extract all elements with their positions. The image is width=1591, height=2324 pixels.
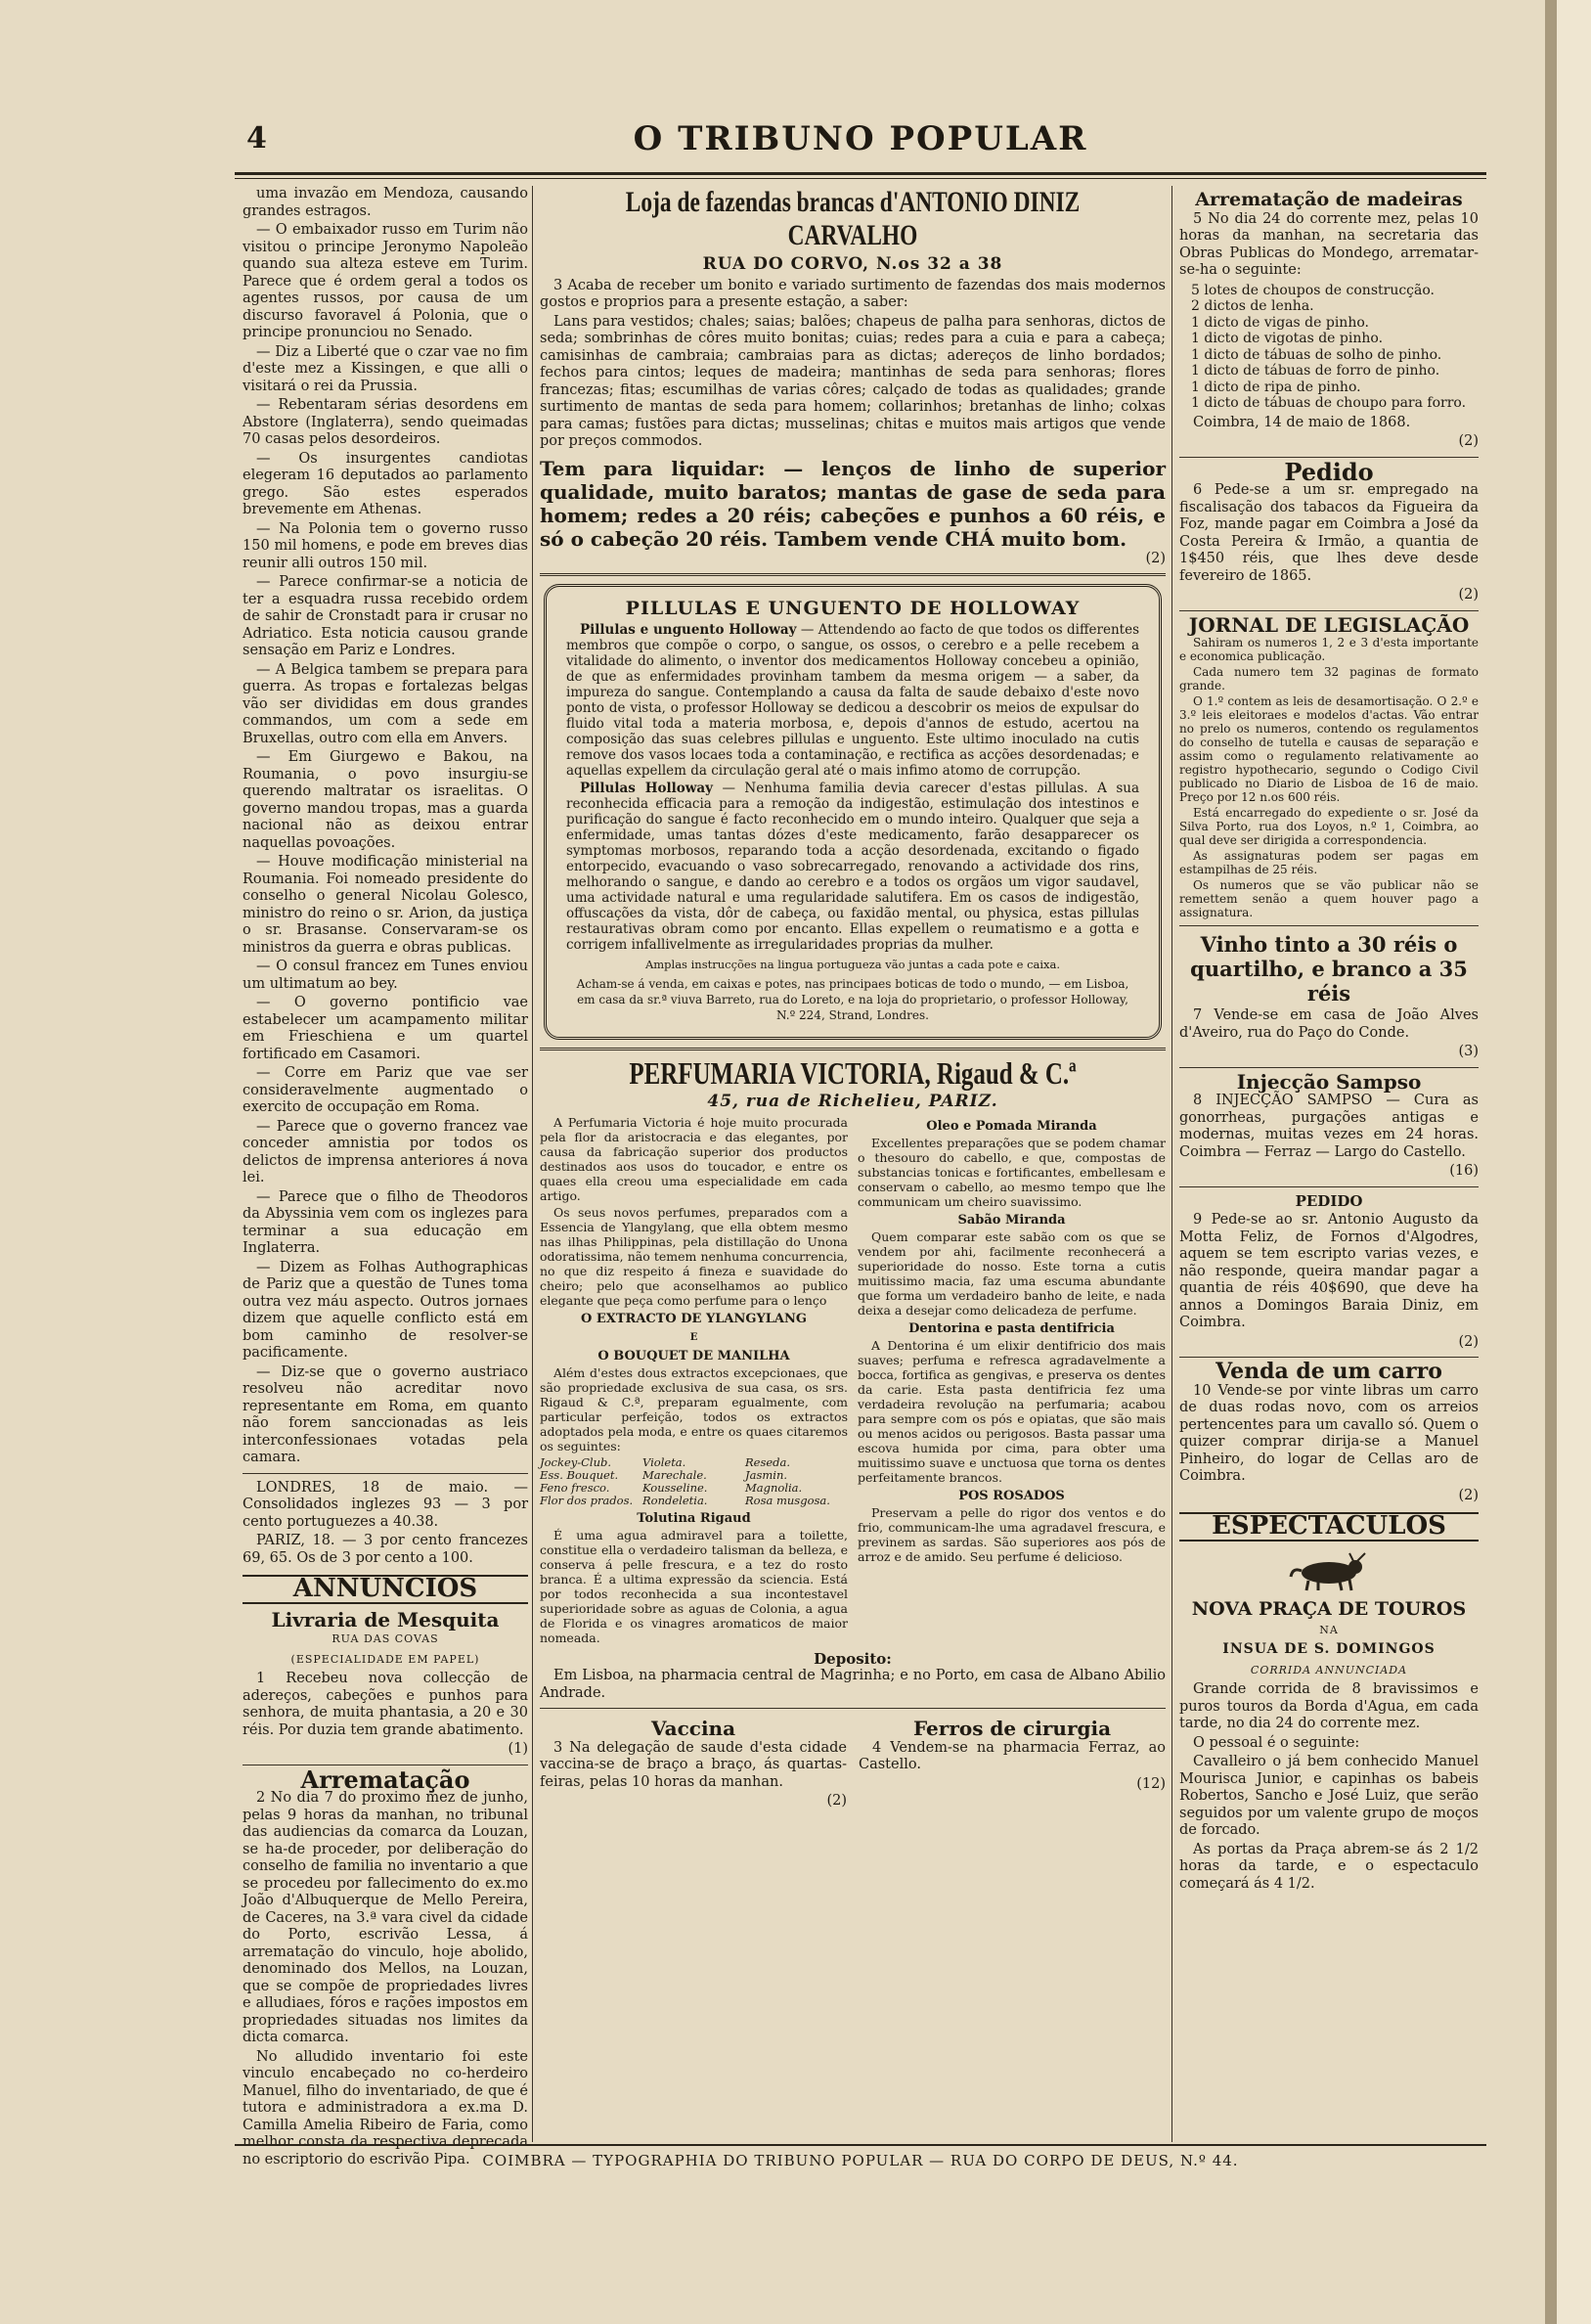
pedido-number: (2)	[1458, 587, 1479, 603]
madeiras-text: 5 No dia 24 do corrente mez, pelas 10 horas da manhan, na secretaria das Obras Publicas do Mondego, arrematar-se-ha o seguinte:	[1179, 210, 1479, 278]
ferros-text: 4 Vendem-se na pharmacia Ferraz, ao Castello.	[859, 1739, 1166, 1772]
livraria-street: RUA DAS COVAS	[331, 1632, 439, 1645]
news-paragraph: — Diz a Liberté que o czar vae no fim d'este mez a Kissingen, e que alli o visitará o rei da Prussia.	[243, 343, 528, 394]
column-ads-right	[1179, 186, 1479, 1895]
holloway-p1: — Attendendo ao facto de que todos os differentes membros que compõe o corpo, o sangue, os ossos, o cerebro e a pelle recebem a vitalidade do alimento, o inventor dos medicamentos Holloway concebeu a opinião, de que as enfermidades provinham tambem da mesma origem — a saber, da impureza do sangue. Contemplando a causa da falta de saude debaixo d'este novo ponto de vista, o professor Holloway se dedicou a descobrir os meios de expulsar do fluido vital toda a materia morbosa, e, depois d'annos de estudo, acertou na composição das suas celebres pillulas e unguento. Este ultimo inoculado na cutis remove dos vasos locaes toda a contaminação, e rectifica as acções desordenadas; e aquellas expellem da circulação geral até o mais infimo atomo de corrupção.	[566, 622, 1140, 779]
madeiras-date: Coimbra, 14 de maio de 1868.	[1193, 414, 1411, 430]
news-paragraph: — Parece que o governo francez vae conceder amnistia por todos os delictos de imprensa anteriores á nova lei.	[243, 1118, 528, 1185]
news-paragraphs	[243, 186, 528, 1467]
column-divider-1	[532, 186, 533, 2142]
next-page-edge	[1557, 0, 1591, 2324]
perf-left-2: Os seus novos perfumes, preparados com a Essencia de Ylangylang, que ella obtem mesmo nas ilhas Philippinas, pela distillação do Unona odoratissima, não temem nenhuma concurrencia, no que diz respeito á fineza e suavidade do cheiro; pelo que aconselhamos ao publico elegante que peça como perfume para o lenço	[540, 1204, 848, 1308]
perf-left-1: A Perfumaria Victoria é hoje muito procurada pela flor da aristocracia e das elegantes, por causa da fabricação superior dos productos destinados aos usos do toucador, e entre os quaes ella creou uma especialidade em cada artigo.	[540, 1114, 848, 1203]
separator	[540, 573, 1166, 576]
list-item: 1 dicto de tábuas de choupo para forro.	[1191, 395, 1467, 411]
carro-number: (2)	[1458, 1487, 1479, 1503]
loja-address: RUA DO CORVO, N.os 32 a 38	[702, 254, 1003, 274]
masthead-title: O TRIBUNO POPULAR	[633, 119, 1088, 158]
perfume-name: Rondeletia.	[642, 1493, 708, 1507]
jornal-text-6: Os numeros que se vão publicar não se remettem senão a quem houver pago a assignatura.	[1179, 878, 1479, 919]
news-paragraph: — Em Giurgewo e Bakou, na Roumania, o povo insurgiu-se querendo maltratar os israelitas. O governo mandou tropas, mas a guarda nacional não as deixou entrar naquellas povoações.	[243, 749, 528, 851]
arrematacao-text-2: No alludido inventario foi este vinculo encabeçado no co-herdeiro Manuel, filho do inventariado, de que é tutora e administradora a ex.ma D. Camilla Amelia Ribeiro de Faria, como melhor consta da respectiva deprecada no escriptorio do escrivão Pipa.	[243, 2048, 528, 2168]
paris-quote: PARIZ, 18. — 3 por cento francezes 69, 65. Os de 3 por cento a 100.	[243, 1533, 528, 1566]
madeiras-number: (2)	[1458, 433, 1479, 449]
news-paragraph: — O governo pontificio vae estabelecer um acampamento militar em Frieschiena e um quartel fortificado em Casamori.	[243, 995, 528, 1062]
pedido2-number: (2)	[1458, 1333, 1479, 1350]
vaccina-number: (2)	[826, 1793, 847, 1809]
perf-tolutina: É uma agua admiravel para a toilette, constitue ella o verdadeiro talisman da belleza, e conserva á pelle frescura, e a tez do rosto branca. É a ultima expressão da sciencia. Está por todos reconhecida a sua incontestavel superioridade sobre as aguas de Colonia, a agua de Florida e os vinagres aromaticos de maior nomeada.	[540, 1527, 848, 1645]
news-paragraph: — O embaixador russo em Turim não visitou o principe Jeronymo Napoleão quando sua alteza esteve em Turim. Parece que é ordem geral a todos os agentes russos, por causa de um discurso favoravel á Polonia, que o principe pronunciou no Senado.	[243, 222, 528, 340]
injeccao-text: 8 INJECÇÃO SAMPSO — Cura as gonorrheas, purgações antigas e modernas, muitas vezes em 24 horas. Coimbra — Ferraz — Largo do Castello.	[1179, 1093, 1479, 1160]
madeiras-heading: Arrematação de madeiras	[1195, 189, 1463, 210]
pedido2-text: 9 Pede-se ao sr. Antonio Augusto da Motta Feliz, de Fornos d'Algodres, aquem se tem escripto varias vezes, e não responde, queira mandar pagar a quantia de réis 40$690, que deve ha annos a Domingos Baraia Diniz, em Coimbra.	[1179, 1212, 1479, 1330]
pedido-text: 6 Pede-se a um sr. empregado na fiscalisação dos tabacos da Figueira da Foz, mande pagar em Coimbra a José da Costa Pereira & Irmão, a quantia de 1$450 réis, que lhes deve desde fevereiro de 1865.	[1179, 482, 1479, 584]
separator	[1179, 1186, 1479, 1187]
perfume-name: Kousseline.	[642, 1480, 708, 1495]
annuncios-heading: ANNUNCIOS	[243, 1575, 528, 1604]
vaccina-text: 3 Na delegação de saude d'esta cidade vaccina-se de braço a braço, ás quartas-feiras, pelas 10 horas da manhan.	[540, 1739, 847, 1790]
ferros-ad	[859, 1715, 1166, 1810]
jornal-text-4: Está encarregado do expediente o sr. José da Silva Porto, rua dos Loyos, n.º 1, Coimbra, ao qual deve ser dirigida a correspondencia.	[1179, 806, 1479, 847]
vaccina-ad	[540, 1715, 847, 1810]
vinho-heading: Vinho tinto a 30 réis o quartilho, e branco a 35 réis	[1190, 932, 1468, 1006]
perf-names-grid	[540, 1456, 848, 1507]
arrematacao-heading: Arrematação	[300, 1765, 470, 1794]
perfumaria-address: 45, rua de Richelieu, PARIZ.	[707, 1092, 998, 1111]
perf-right-heading-3: Dentorina e pasta dentifricia	[908, 1320, 1115, 1336]
page-number: 4	[246, 121, 267, 156]
holloway-ad	[544, 584, 1162, 1040]
news-paragraph: — Na Polonia tem o governo russo 150 mil homens, e pode em breves dias reunir alli outros 150 mil.	[243, 520, 528, 571]
perfumaria-right	[858, 1115, 1166, 1647]
arrematacao-text: 2 No dia 7 do proximo mez de junho, pelas 9 horas da manhan, no tribunal das audiencias da comarca da Louzan, se ha-de proceder, por deliberação do conselho de familia no inventario a que se procedeu por fallecimento do ex.mo João d'Albuquerque de Mello Pereira, de Caceres, na 3.ª vara civel da cidade do Porto, escrivão Lessa, á arrematação do vinculo, hoje abolido, denominado dos Mellos, na Louzan, que se compõe de propriedades livres e alludiaes, fóros e rações impostos em propriedades situadas nos limites da dicta comarca.	[243, 1790, 528, 2045]
carro-heading: Venda de um carro	[1215, 1359, 1442, 1384]
jornal-text-1: Sahiram os numeros 1, 2 e 3 d'esta importante e economica publicação.	[1179, 636, 1479, 663]
perfume-name: Jasmin.	[745, 1467, 788, 1482]
perf-right-2: Quem comparar este sabão com os que se vendem por ahi, facilmente reconhecerá a superioridade do nosso. Este torna a cutis muitissimo macia, faz uma escuma abundante que forma um verdadeiro banho de leite, e nada deixa a desejar como delicadeza de perfume.	[858, 1229, 1166, 1318]
perf-tolutina-heading: Tolutina Rigaud	[637, 1510, 751, 1526]
injeccao-heading: Injecção Sampso	[1236, 1069, 1422, 1094]
news-paragraph: uma invazão em Mendoza, causando grandes estragos.	[243, 186, 528, 219]
praca-heading: NOVA PRAÇA DE TOUROS	[1191, 1597, 1467, 1620]
ferros-heading: Ferros de cirurgia	[912, 1717, 1112, 1740]
news-paragraph: — Parece confirmar-se a noticia de ter a esquadra russa recebido ordem de sahir de Cronstadt para ir crusar no Adriatico. Esta noticia causou grande sensação em Pariz e Londres.	[243, 574, 528, 658]
praca-label: CORRIDA ANNUNCIADA	[1250, 1663, 1408, 1676]
praca-text-1: Grande corrida de 8 bravissimos e puros touros da Borda d'Agua, em cada tarde, no dia 24 do corrente mez.	[1179, 1681, 1479, 1731]
carro-text: 10 Vende-se por vinte libras um carro de duas rodas novo, com os arreios pertencentes para um cavallo só. Quem o quizer comprar dirija-se a Manuel Pinheiro, do logar de Cellas aro de Coimbra.	[1179, 1382, 1479, 1484]
news-paragraph: — Os insurgentes candiotas elegeram 16 deputados ao parlamento grego. São estes esperados brevemente em Athenas.	[243, 450, 528, 517]
injeccao-number: (16)	[1449, 1163, 1479, 1179]
deposito-text: Em Lisboa, na pharmacia central de Magrinha; e no Porto, em casa de Albano Abilio Andrade.	[540, 1668, 1166, 1701]
loja-liquidar: Tem para liquidar: — lenços de linho de superior qualidade, muito baratos; mantas de gase de seda para homem; redes a 20 réis; cabeções e punhos a 60 réis, e só o cabeção 20 réis. Tambem vende CHÁ muito bom.	[540, 456, 1166, 551]
holloway-sale: Acham-se á venda, em caixas e potes, nas principaes boticas de todo o mundo, — em Lisboa, em casa da sr.ª viuva Barreto, rua do Loreto, e na loja do proprietario, o professor Holloway, N.º 224, Strand, Londres.	[576, 977, 1129, 1022]
perfume-name: Marechale.	[642, 1467, 707, 1482]
perf-e: E	[689, 1331, 698, 1343]
perf-left-3: Além d'estes dous extractos excepcionaes, que são propriedade exclusiva de sua casa, os srs. Rigaud & C.ª, preparam egualmente, com particular perfeição, todos os extractos adoptados pela moda, e entre os quaes citaremos os seguintes:	[540, 1364, 848, 1453]
column-divider-2	[1171, 186, 1172, 2142]
column-ads-center	[540, 186, 1166, 1810]
holloway-p2: — Nenhuma familia devia carecer d'estas pillulas. A sua reconhecida efficacia para a remoção da indigestão, estimulação dos intestinos e purificação do sangue é facto reconhecido em o mundo inteiro. Qualquer que seja a enfermidade, umas tantas dózes d'este medicamento, farão desapparecer os symptomas morbosos, reparando toda a acção desordenada, excitando o figado entorpecido, evacuando o vaso sobrecarregado, renovando a actividade dos rins, melhorando o sangue, e dando ao cerebro e a todos os orgãos um vigor saudavel, uma actividade natural e uma regularidade salutifera. Em os casos de indigestão, offuscações da vista, dôr de cabeça, ou faxidão mental, ou physica, estas pillulas restaurativas obram como por encanto. Ellas expellem o reumatismo e a gotta e corrigem infallivelmente as irregularidades proprias da mulher.	[566, 781, 1139, 953]
perf-right-3: A Dentorina é um elixir dentifricio dos mais suaves; perfuma e refresca agradavelmente a bocca, fortifica as gengivas, e preserva os dentes da carie. Esta pasta dentifricia fez uma verdadeira revolução na perfumaria; acabou para sempre com os pós e opiatas, que são mais ou menos acidos ou perigosos. Basta passar uma escova humida por cima, para obter uma muitissimo suave e unctuosa que torna os dentes perfeitamente brancos.	[858, 1337, 1166, 1485]
perf-right-heading-2: Sabão Miranda	[957, 1212, 1066, 1228]
perfume-name: Reseda.	[745, 1454, 791, 1469]
perfume-name: Rosa musgosa.	[745, 1493, 830, 1507]
news-paragraph: — Rebentaram sérias desordens em Abstore (Inglaterra), sendo queimadas 70 casas pelos desordeiros.	[243, 397, 528, 447]
loja-intro: 3 Acaba de receber um bonito e variado surtimento de fazendas dos mais modernos gostos e proprios para a presente estação, a saber:	[540, 277, 1166, 310]
footer-imprint: COIMBRA — TYPOGRAPHIA DO TRIBUNO POPULAR — RUA DO CORPO DE DEUS, N.º 44.	[235, 2144, 1486, 2169]
news-paragraph: — O consul francez em Tunes enviou um ultimatum ao bey.	[243, 959, 528, 992]
list-item: 1 dicto de tábuas de forro de pinho.	[1191, 363, 1440, 379]
bottom-ads	[540, 1715, 1166, 1810]
column-news	[243, 186, 528, 2211]
pedido2-heading: PEDIDO	[1295, 1191, 1363, 1210]
newspaper-page	[235, 108, 1486, 2191]
praca-place: INSUA DE S. DOMINGOS	[1222, 1641, 1436, 1657]
holloway-heading: PILLULAS E UNGUENTO DE HOLLOWAY	[625, 598, 1081, 619]
news-paragraph: — Dizem as Folhas Authographicas de Pariz que a questão de Tunes toma outra vez máu aspecto. Outros jornaes dizem que aquelle conflicto está em bom caminho de resolver-se pacificamente.	[243, 1259, 528, 1361]
separator	[1179, 1357, 1479, 1358]
list-item: 1 dicto de tábuas de solho de pinho.	[1191, 346, 1442, 363]
perfume-name: Jockey-Club.	[540, 1454, 612, 1469]
separator	[540, 1708, 1166, 1709]
news-paragraph: — Corre em Pariz que vae ser consideravelmente augmentado o exercito de occupação em Roma.	[243, 1065, 528, 1115]
praca-text-4: As portas da Praça abrem-se ás 2 1/2 horas da tarde, e o espectaculo começará ás 4 1/2.	[1179, 1841, 1479, 1892]
jornal-text-2: Cada numero tem 32 paginas de formato grande.	[1179, 665, 1479, 693]
separator	[1179, 1067, 1479, 1068]
news-paragraph: — Parece que o filho de Theodoros da Abyssinia vem com os inglezes para terminar a sua educação em Inglaterra.	[243, 1188, 528, 1256]
perf-bouquet: O BOUQUET DE MANILHA	[597, 1348, 790, 1363]
list-item: 1 dicto de vigas de pinho.	[1191, 314, 1369, 331]
livraria-text: 1 Recebeu nova collecção de adereços, cabeções e punhos para senhora, de muita phantasia, a 20 e 30 réis. Por duzia tem grande abatimento.	[243, 1671, 528, 1738]
perfume-name: Ess. Bouquet.	[540, 1467, 619, 1482]
news-paragraph: — Houve modificação ministerial na Roumania. Foi nomeado presidente do conselho o general Nicolau Golesco, ministro do reino o sr. Arion, da justiça o sr. Brasanse. Conservaram-se os ministros da guerra e obras publicas.	[243, 854, 528, 956]
perfumaria-left	[540, 1115, 848, 1647]
holloway-p2-head: Pillulas Holloway	[580, 781, 713, 796]
list-item: 5 lotes de choupos de construcção.	[1191, 282, 1435, 298]
perf-right-1: Excellentes preparações que se podem chamar o thesouro do cabello, e que, compostas de substancias tonicas e fortificantes, embellesam e conservam o cabello, ao mesmo tempo que lhe communicam um cheiro suavissimo.	[858, 1135, 1166, 1209]
perf-right-4: Preservam a pelle do rigor dos ventos e do frio, communicam-lhe uma agradavel frescura, e previnem as sardas. São superiores aos pós de arroz e de amido. Seu perfume é delicioso.	[858, 1504, 1166, 1564]
perf-extract: O EXTRACTO DE YLANGYLANG	[581, 1311, 807, 1326]
news-paragraph: — A Belgica tambem se prepara para guerra. As tropas e fortalezas belgas vão ser divididas em dous grandes commandos, um com a sede em Bruxellas, outro com ella em Anvers.	[243, 661, 528, 746]
vinho-text: 7 Vende-se em casa de João Alves d'Aveiro, rua do Paço do Conde.	[1179, 1007, 1479, 1041]
livraria-heading: Livraria de Mesquita	[271, 1607, 500, 1631]
vinho-number: (3)	[1458, 1044, 1479, 1059]
jornal-text-5: As assignaturas podem ser pagas em estampilhas de 25 réis.	[1179, 849, 1479, 876]
list-item: 2 dictos de lenha.	[1191, 298, 1314, 314]
livraria-note: (ESPECIALIDADE EM PAPEL)	[290, 1652, 480, 1666]
bull-icon	[1285, 1549, 1373, 1592]
perf-right-heading-4: POS ROSADOS	[958, 1488, 1065, 1503]
perfumaria-heading: PERFUMARIA VICTORIA, Rigaud & C.ª	[629, 1055, 1077, 1091]
separator	[1179, 610, 1479, 611]
praca-na: NA	[1319, 1623, 1339, 1636]
list-item: 1 dicto de ripa de pinho.	[1191, 379, 1361, 395]
perf-right-heading-1: Oleo e Pomada Miranda	[926, 1118, 1097, 1134]
jornal-body	[1179, 636, 1479, 919]
page-header	[235, 108, 1486, 166]
holloway-p1-head: Pillulas e unguento Holloway	[580, 622, 797, 638]
perfumaria-columns	[540, 1115, 1166, 1647]
perfume-name: Magnolia.	[745, 1480, 803, 1495]
loja-items: Lans para vestidos; chales; saias; balões; chapeus de palha para senhoras, dictos de seda; sombrinhas de côres muito bonitas; cuias; redes para a cuia e para a cabeça; camisinhas de cambraia; cambraias para as dictas; adereços de linho bordados; fechos para cintos; leques de madeira; mantinhas de seda para senhoras; flores francezas; fitas; escumilhas de varias côres; calçado de todas as qualidades; grande surtimento de mantas de seda para homem; collarinhos; bretanhas de linho; colxas para camas; fustões para dictas; musselinas; chitas e muitos mais artigos que vende por preços commodos.	[540, 313, 1166, 449]
header-rule-thin	[235, 178, 1486, 179]
header-rule	[235, 172, 1486, 175]
holloway-note: Amplas instrucções na lingua portugueza vão juntas a cada pote e caixa.	[644, 958, 1061, 971]
loja-heading: Loja de fazendas brancas d'ANTONIO DINIZ CARVALHO	[625, 186, 1081, 251]
livraria-number: (1)	[508, 1741, 528, 1757]
praca-text-2: O pessoal é o seguinte:	[1193, 1734, 1360, 1751]
pedido-heading: Pedido	[1284, 457, 1374, 486]
loja-number: (2)	[1145, 550, 1166, 566]
london-quote: LONDRES, 18 de maio. — Consolidados inglezes 93 — 3 por cento portuguezes a 40.38.	[243, 1479, 528, 1530]
separator	[243, 1473, 528, 1474]
vaccina-heading: Vaccina	[650, 1717, 736, 1740]
news-paragraph: — Diz-se que o governo austriaco resolveu não acreditar novo representante em Roma, em quanto não forem sanccionadas as leis interconfessionaes votadas pela camara.	[243, 1363, 528, 1465]
jornal-heading: JORNAL DE LEGISLAÇÃO	[1188, 612, 1470, 637]
praca-text-3: Cavalleiro o já bem conhecido Manuel Mourisca Junior, e capinhas os babeis Robertos, Sancho e José Luiz, que serão seguidos por um valente grupo de moços de forcado.	[1179, 1754, 1479, 1838]
separator	[540, 1048, 1166, 1050]
jornal-text-3: O 1.º contem as leis de desamortisação. O 2.º e 3.º leis eleitoraes e modelos d'actas. Vão entrar no prelo os numeros, contendo os regulamentos do conselho de tutella e causas de separação e assim como o regulamento relativamente ao registro hypothecario, segundo o Codigo Civil publicado no Diario de Lisboa de 16 de maio. Preço por 12 n.os 600 réis.	[1179, 694, 1479, 804]
perfume-name: Flor dos prados.	[540, 1493, 634, 1507]
perfume-name: Violeta.	[642, 1454, 686, 1469]
deposito-heading: Deposito:	[814, 1649, 892, 1668]
madeiras-list	[1191, 283, 1479, 412]
ferros-number: (12)	[1136, 1775, 1166, 1792]
separator	[1179, 925, 1479, 926]
perfume-name: Feno fresco.	[540, 1480, 610, 1495]
list-item: 1 dicto de vigotas de pinho.	[1191, 331, 1384, 346]
espectaculos-heading: ESPECTACULOS	[1179, 1512, 1479, 1542]
